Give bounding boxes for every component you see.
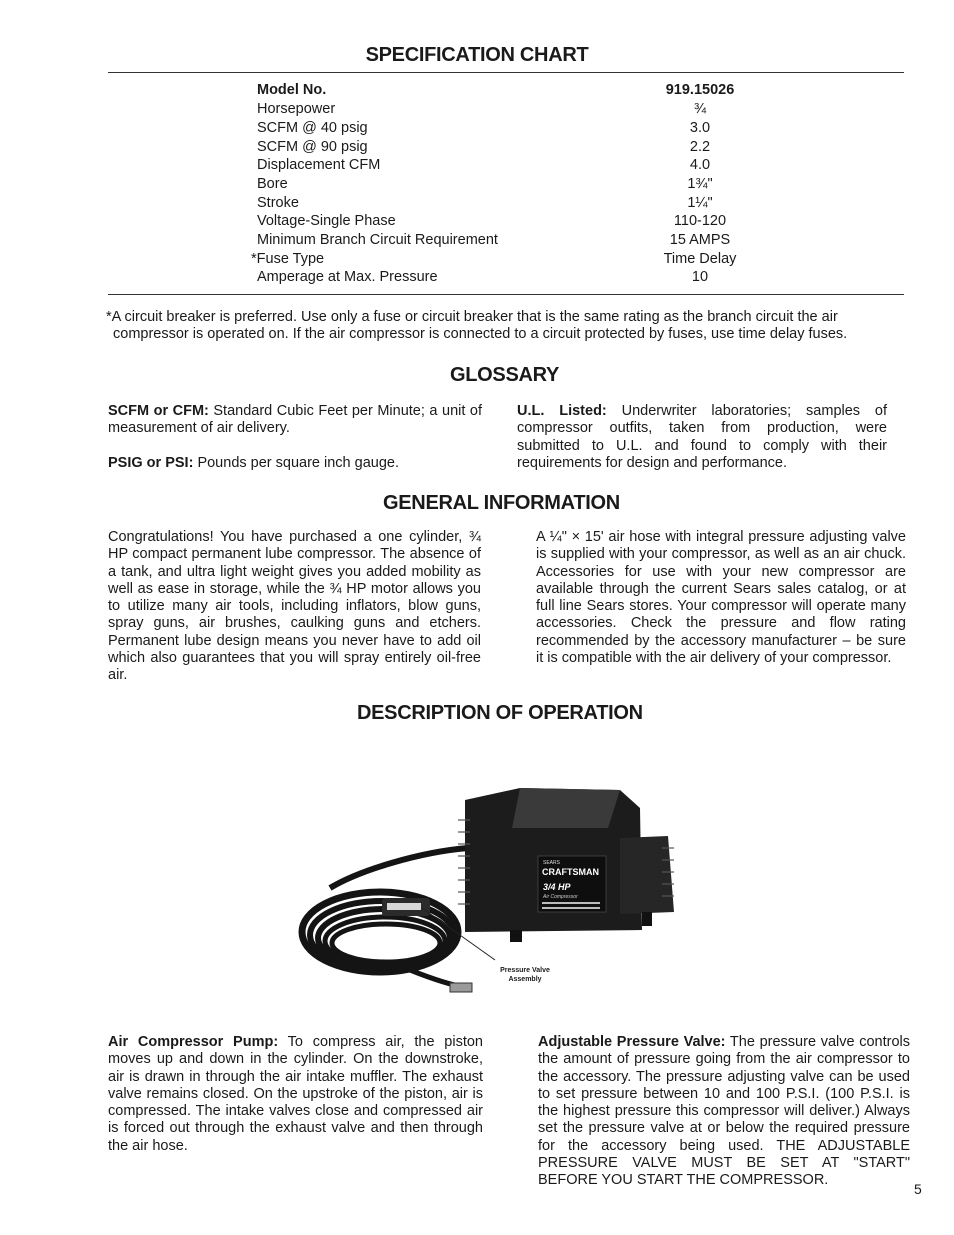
general-heading: GENERAL INFORMATION: [383, 492, 620, 514]
compressor-foot: [642, 912, 652, 926]
spec-footnote-line1: *A circuit breaker is preferred. Use only a fuse or circuit breaker that is the same rating as the branch circuit the air: [106, 309, 838, 325]
glossary-definition: Standard Cubic Feet per Minute; a unit of measurement of air delivery.: [108, 403, 482, 437]
spec-value: 2.2: [689, 139, 711, 155]
general-left-paragraph: Congratulations! You have purchased a one cylinder, ¾ HP compact permanent lube compressor. The absence of a tank, and ultra light weight gives you added mobility as well as ease in storage, while the ¾ HP motor allows you to utilize many air tools, including inflators, blow guns, spray guns, air brushes, caulking guns and etchers. Permanent lube design means you never have to add oil which also guarantees that you will spray entirely oil-free air.: [108, 529, 481, 684]
spec-value: 1¾": [687, 176, 713, 192]
spec-value: 110-120: [673, 213, 727, 229]
compressor-illustration: [290, 780, 680, 1002]
label-logo: CRAFTSMAN: [542, 867, 599, 877]
spec-value: 4.0: [689, 157, 711, 173]
pump-term: Air Compressor Pump:: [108, 1034, 279, 1050]
label-product: Air Compressor: [543, 894, 578, 900]
spec-value: 1¼": [687, 195, 713, 211]
spec-value: Time Delay: [663, 251, 737, 267]
figure-caption-line2: Assembly: [508, 976, 542, 983]
spec-label: SCFM @ 90 psig: [257, 139, 368, 155]
general-right-paragraph: A ¼" × 15' air hose with integral pressure adjusting valve is supplied with your compressor, as well as an air chuck. Accessories for use with your new compressor are available through the current Sears sales catalog, or at full line Sears stores. Your compressor will operate many accessories. Check the pressure and flow rating recommended by the accessory manufacturer – be sure it is compatible with the air delivery of your compressor.: [536, 529, 906, 667]
spec-row: [0, 250, 954, 269]
spec-row: [0, 231, 954, 250]
spec-value: 10: [691, 269, 709, 285]
glossary-scfm: [108, 403, 482, 438]
valve-term: Adjustable Pressure Valve:: [538, 1034, 726, 1050]
spec-header-label: Model No.: [257, 82, 327, 98]
glossary-term: PSIG or PSI:: [108, 455, 194, 471]
spec-label: Amperage at Max. Pressure: [257, 269, 438, 285]
compressor-top: [512, 788, 620, 828]
spec-top-rule: [108, 72, 904, 73]
figure-caption: [490, 966, 560, 984]
spec-heading: SPECIFICATION CHART: [365, 44, 589, 66]
spec-row: [0, 138, 954, 157]
spec-label: Voltage-Single Phase: [257, 213, 396, 229]
spec-value: 3.0: [689, 120, 711, 136]
spec-row: [0, 100, 954, 119]
glossary-psig: [108, 455, 482, 472]
compressor-figure: [290, 780, 680, 1002]
page-number: 5: [914, 1181, 922, 1197]
valve-definition: The pressure valve controls the amount of pressure going from the air compressor to the accessory. The pressure adjusting valve can be used to set pressure between 10 and 100 P.S.I. (100 P.S.I. is the highest pressure this compressor will deliver.) Always set the pressure valve at or below the required pressure for the accessory being used. THE ADJUSTABLE PRESSURE VALVE MUST BE SET AT "START" BEFORE YOU START THE COMPRESSOR.: [538, 1034, 911, 1189]
spec-row: [0, 156, 954, 175]
spec-label: Displacement CFM: [257, 157, 381, 173]
spec-label: SCFM @ 40 psig: [257, 120, 368, 136]
glossary-definition: Pounds per square inch gauge.: [193, 455, 399, 471]
label-brand: SEARS: [543, 860, 560, 866]
glossary-ul: [517, 403, 887, 472]
pump-definition: To compress air, the piston moves up and down in the cylinder. On the downstroke, air is drawn in through the air intake muffler. The exhaust valve remains closed. On the upstroke of the piston, air is compressed. The intake valves close and compressed air is forced out through the exhaust valve and then through the air hose.: [108, 1034, 483, 1154]
spec-row: [0, 119, 954, 138]
operation-heading: DESCRIPTION OF OPERATION: [357, 702, 643, 724]
spec-row: [0, 212, 954, 231]
pressure-valve-scale: [387, 903, 421, 910]
spec-bottom-rule: [108, 294, 904, 295]
valve-description: [538, 1034, 910, 1190]
label-hp: 3/4 HP: [543, 882, 571, 892]
spec-value: ¾: [693, 101, 707, 117]
glossary-definition: Underwriter laboratories; samples of compressor outfits, taken from production, were submitted to U.L. and found to comply with their requirements for design and performance.: [517, 403, 887, 471]
spec-label: Minimum Branch Circuit Requirement: [257, 232, 498, 248]
spec-header-value: 919.15026: [665, 82, 735, 98]
spec-footnote-line2: compressor is operated on. If the air compressor is connected to a circuit protected by fuses, use time delay fuses.: [113, 326, 848, 342]
spec-label: *Fuse Type: [251, 251, 325, 267]
spec-row: [0, 194, 954, 213]
glossary-term: U.L. Listed:: [517, 403, 607, 419]
air-hose-coil: [302, 848, 468, 988]
spec-label: Stroke: [257, 195, 299, 211]
spec-label: Bore: [257, 176, 288, 192]
spec-header-row: [0, 81, 954, 100]
pump-description: [108, 1034, 483, 1155]
spec-label: Horsepower: [257, 101, 336, 117]
glossary-term: SCFM or CFM:: [108, 403, 209, 419]
hose-fitting: [450, 983, 472, 992]
glossary-heading: GLOSSARY: [450, 364, 560, 386]
figure-caption-line1: Pressure Valve: [500, 967, 550, 974]
compressor-foot: [510, 930, 522, 942]
spec-value: 15 AMPS: [669, 232, 731, 248]
spec-row: [0, 268, 954, 287]
spec-row: [0, 175, 954, 194]
